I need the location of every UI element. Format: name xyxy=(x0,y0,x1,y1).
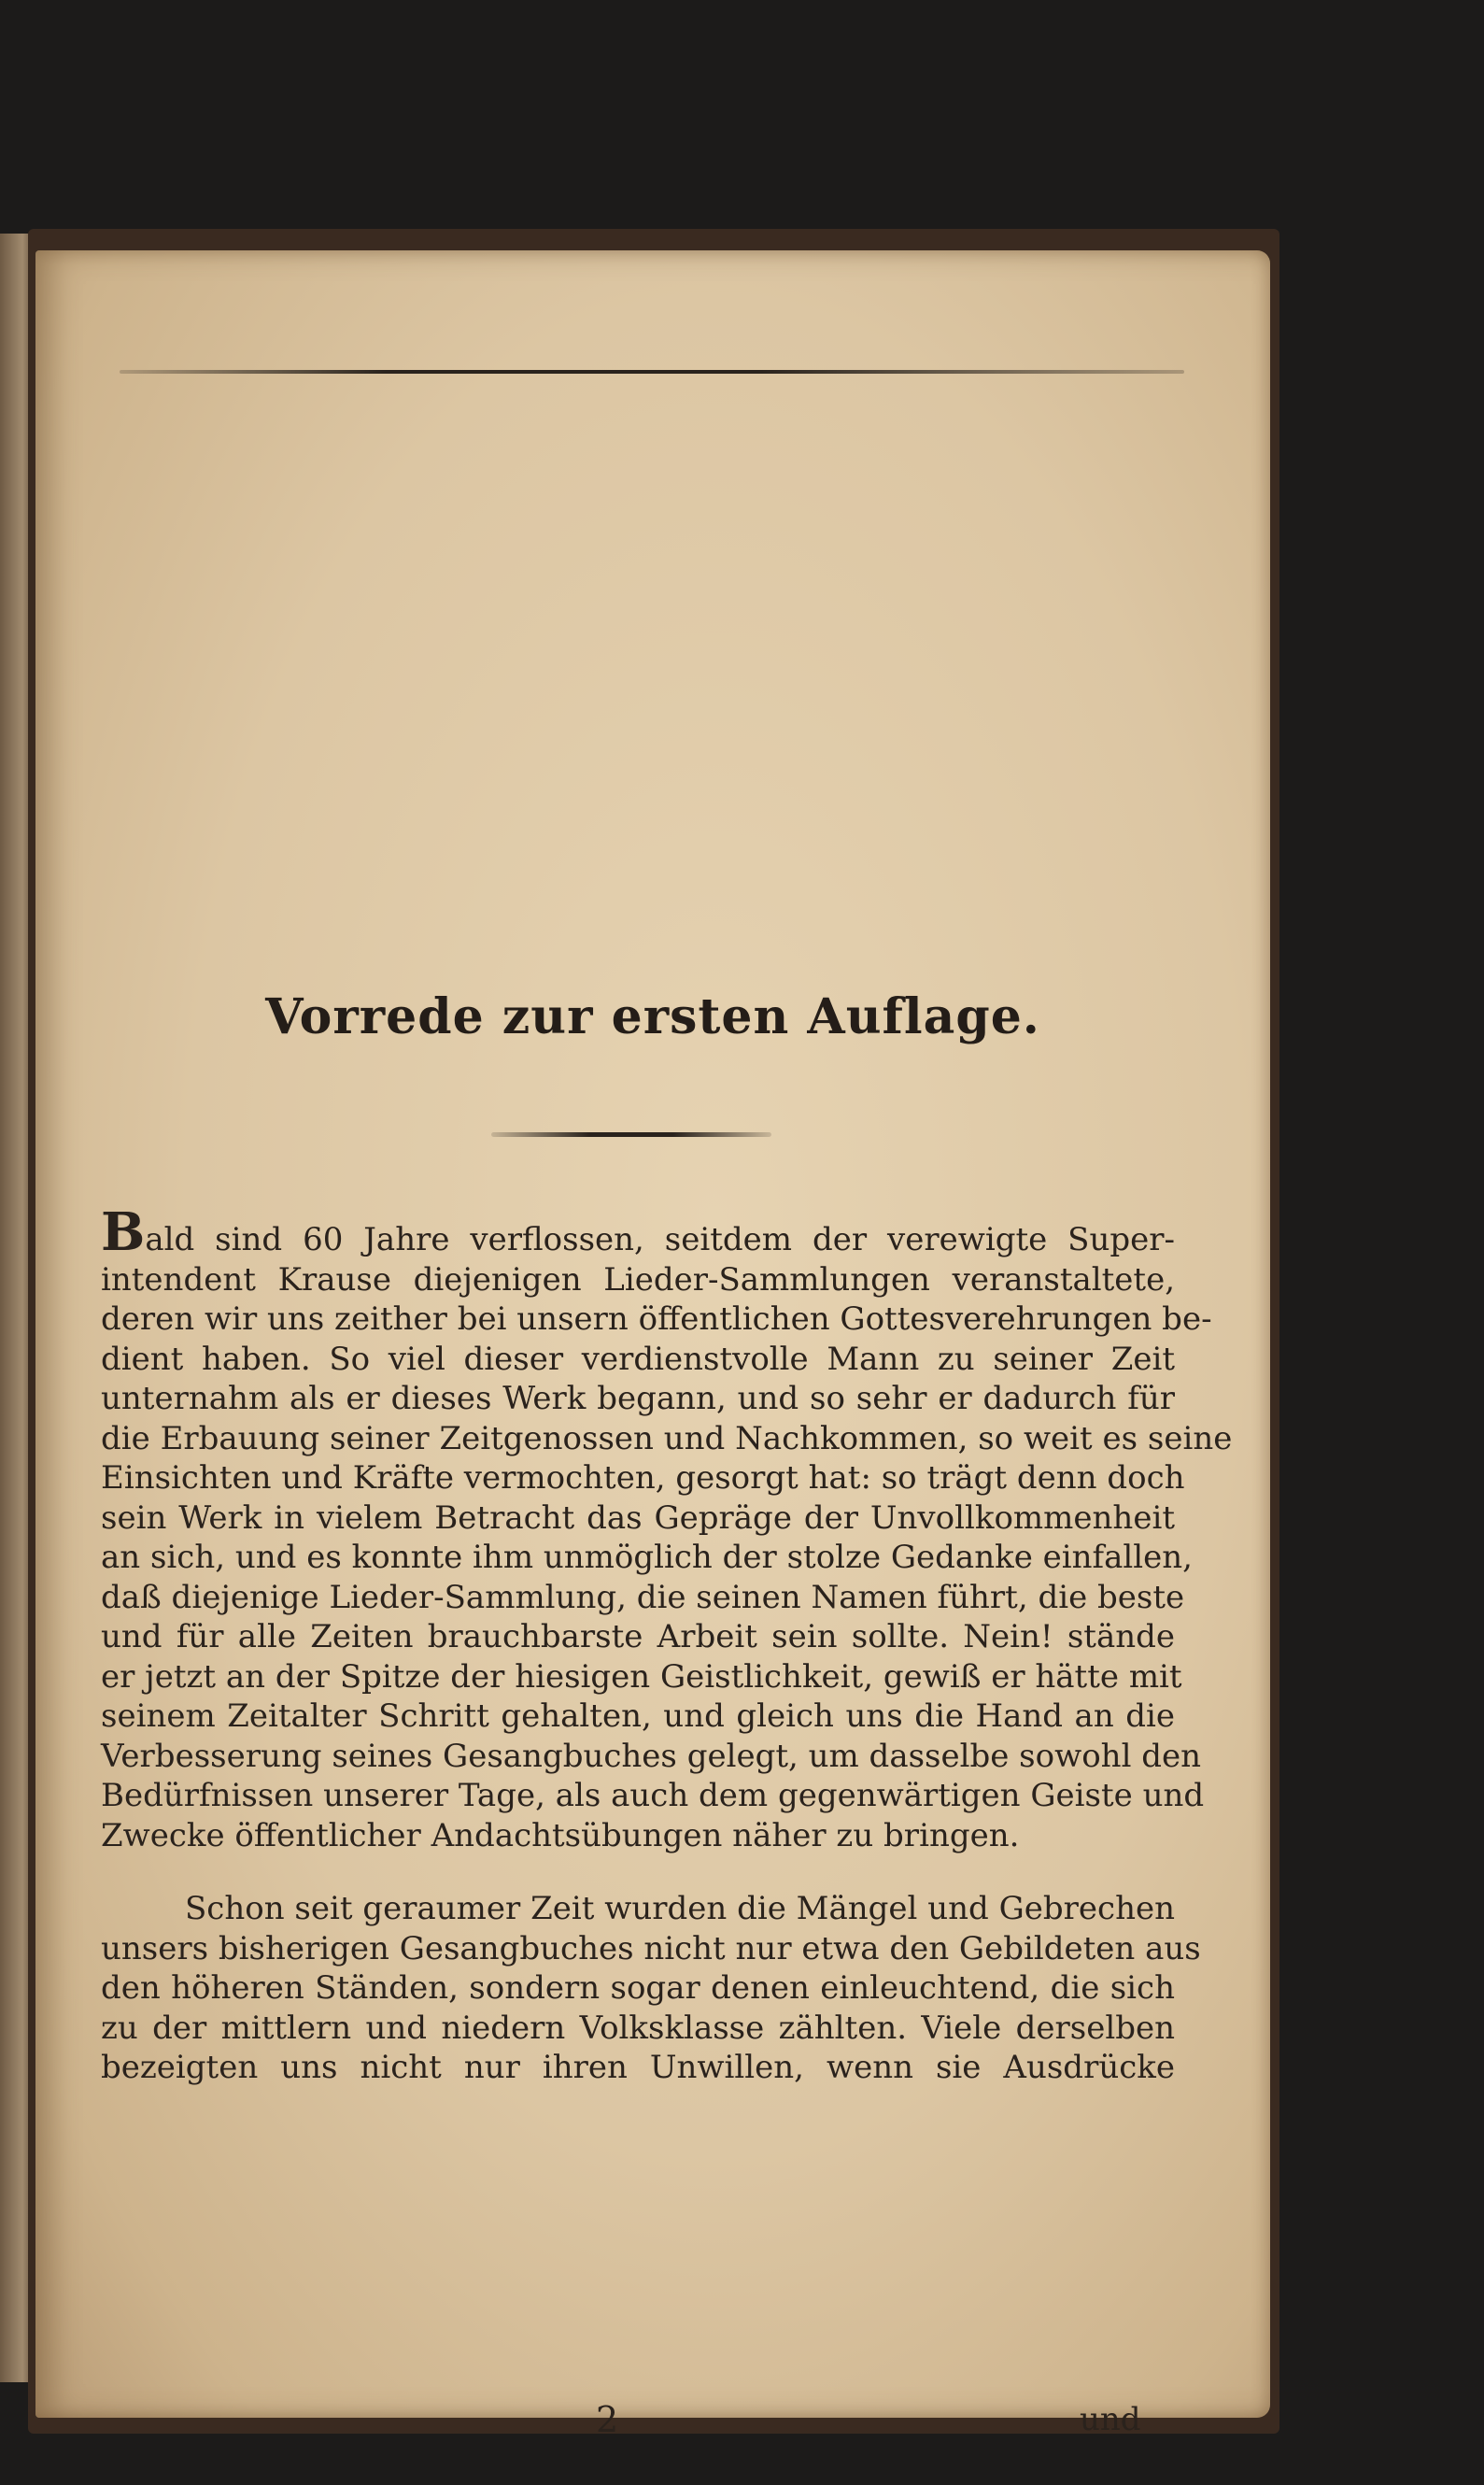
text-line: und für alle Zeiten brauchbarste Arbeit sein sollte. Nein! stände xyxy=(101,1618,1175,1655)
text-line: Einsichten und Kräfte vermochten, gesorgt hat: so trägt denn doch xyxy=(101,1459,1185,1497)
text-line: daß diejenige Lieder-Sammlung, die seinen Namen führt, die beste xyxy=(101,1578,1185,1616)
text-line: Bedürfnissen unserer Tage, als auch dem gegenwärtigen Geiste und xyxy=(101,1777,1205,1814)
text-line: an sich, und es konnte ihm unmöglich der stolze Gedanke einfallen, xyxy=(101,1539,1193,1576)
catchword: und xyxy=(1080,2401,1141,2438)
body-text xyxy=(101,1201,1233,2088)
text-line: Bald sind 60 Jahre verflossen, seitdem der verewigte Super- xyxy=(101,1201,1175,1263)
text-line: zu der mittlern und niedern Volksklasse zählten. Viele derselben xyxy=(101,2009,1175,2047)
text-line: deren wir uns zeither bei unsern öffentlichen Gottesverehrungen be- xyxy=(101,1300,1212,1338)
text-line: Zwecke öffentlicher Andachtsübungen näher zu bringen. xyxy=(101,1816,1020,1854)
text-line: seinem Zeitalter Schritt gehalten, und gleich uns die Hand an die xyxy=(101,1697,1175,1735)
paragraph-1 xyxy=(101,1201,1233,1855)
text-line: er jetzt an der Spitze der hiesigen Geistlichkeit, gewiß er hätte mit xyxy=(101,1657,1182,1696)
text-line: den höheren Ständen, sondern sogar denen einleuchtend, die sich xyxy=(101,1969,1175,2007)
top-decorative-rule xyxy=(120,370,1184,374)
paragraph-2 xyxy=(101,1889,1201,2088)
page-number: 2 xyxy=(596,2399,619,2440)
text-line: bezeigten uns nicht nur ihren Unwillen, wenn sie Ausdrücke xyxy=(101,2049,1175,2086)
text-line: dient haben. So viel dieser verdienstvolle Mann zu seiner Zeit xyxy=(101,1340,1175,1378)
title-divider-rule xyxy=(491,1132,771,1137)
page-title: Vorrede zur ersten Auflage. xyxy=(265,988,1040,1045)
text-line: unternahm als er dieses Werk begann, und so sehr er dadurch für xyxy=(101,1380,1175,1417)
text-line: intendent Krause diejenigen Lieder-Sammlungen veranstaltete, xyxy=(101,1260,1175,1299)
text-line: Verbesserung seines Gesangbuches gelegt, um dasselbe sowohl den xyxy=(101,1737,1202,1775)
book-page xyxy=(35,250,1270,2440)
drop-cap: B xyxy=(101,1201,146,1263)
text-line: unsers bisherigen Gesangbuches nicht nur etwa den Gebildeten aus xyxy=(101,1929,1201,1967)
text-line: Schon seit geraumer Zeit wurden die Mängel und Gebrechen xyxy=(185,1890,1175,1927)
text-line: die Erbauung seiner Zeitgenossen und Nachkommen, so weit es seine xyxy=(101,1419,1233,1457)
text-line: sein Werk in vielem Betracht das Gepräge der Unvollkommenheit xyxy=(101,1498,1175,1537)
